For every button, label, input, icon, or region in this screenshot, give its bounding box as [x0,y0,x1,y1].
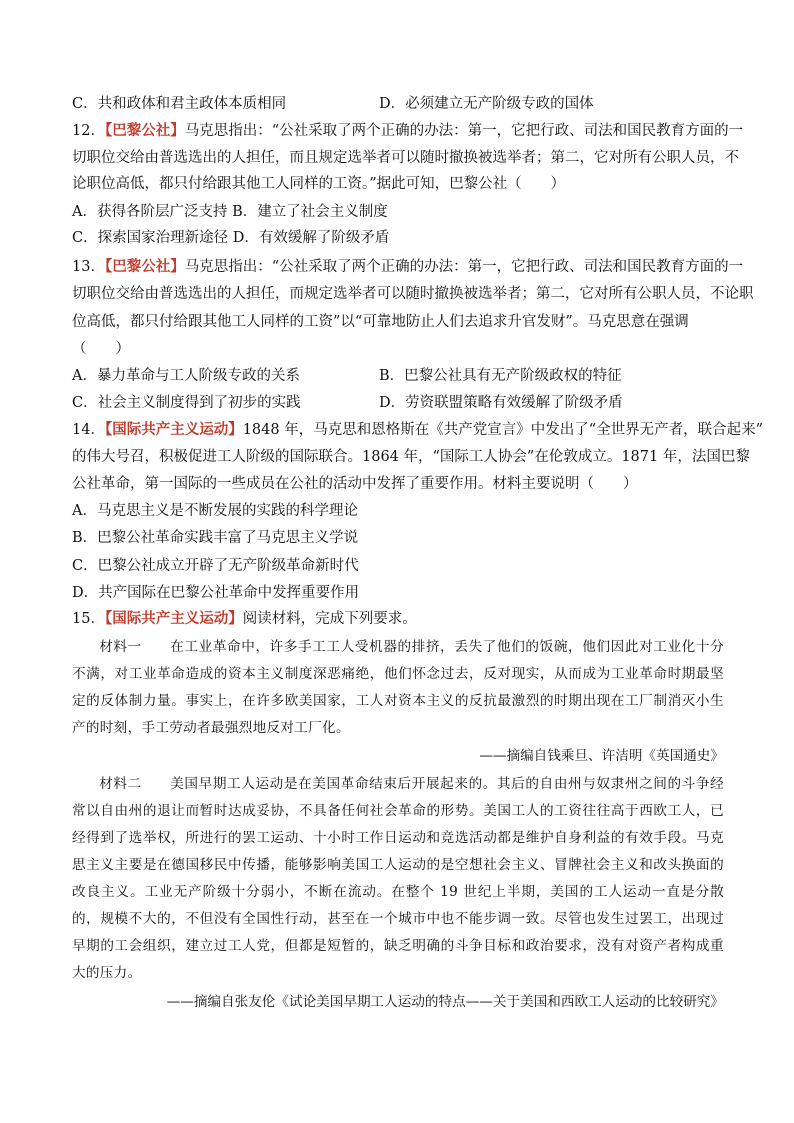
q14-tag: 【国际共产主义运动】 [104,421,243,438]
q15-number: 15． [72,611,105,627]
q11-option-c: C．共和政体和君主政体本质相同 [72,96,287,112]
q14-option-c: C．巴黎公社成立开辟了无产阶级革命新时代 [72,558,359,574]
q13-line3: 位高低，都只付给跟其他工人同样的工资”以“可靠地防止人们去追求升官发财”。马克思意在强调 [72,314,689,330]
q14-option-b: B．巴黎公社革命实践丰富了马克思主义学说 [72,530,359,546]
q13-tag: 【巴黎公社】 [104,258,185,275]
q12-stem-line1 [72,121,743,141]
q13-line4: （ ） [72,341,130,357]
q15-prompt: 阅读材料，完成下列要求。 [242,611,417,627]
q15-source-2: ——摘编自张友伦《试论美国早期工人运动的特点——关于美国和西欧工人运动的比较研究》 [166,994,724,1010]
q12-option-cd: C．探索国家治理新途径 D．有效缓解了阶级矛盾 [72,230,390,246]
q12-line3: 论职位高低，都只付给跟其他工人同样的工资。”据此可知，巴黎公社（ ） [72,176,566,192]
q15-material-1: 材料一 在工业革命中，许多手工工人受机器的排挤，丢失了他们的饭碗，他们因此对工业化十分不满，对工业革命造成的资本主义制度深恶痛绝，他们怀念过去，反对现实，从而成为工业革命时期最坚定的反体制力量。事实上，在许多欧美国家，工人对资本主义的反抗最激烈的时期出现在工厂制消灭小生产的时刻，手工劳动者最强烈地反对工厂化。 [72,639,724,736]
q14-stem-line1 [72,420,763,440]
q13-options-row1 [72,366,622,386]
q15-source-1: ——摘编自钱乘旦、许洁明《英国通史》 [479,748,724,764]
q12-line2: 切职位交给由普选选出的人担任，而且规定选举者可以随时撤换被选举者；第二，它对所有公职人员，不 [72,150,739,166]
q11-options-row [72,94,594,114]
q13-option-b: B．巴黎公社具有无产阶级政权的特征 [379,368,622,384]
q15-tag: 【国际共产主义运动】 [104,610,243,627]
q13-options-row2 [72,393,623,413]
q14-number: 14． [72,422,105,438]
q14-option-d: D．共产国际在巴黎公社革命中发挥重要作用 [72,585,360,601]
q13-number: 13． [72,259,105,275]
q12-option-ab: A．获得各阶层广泛支持 B．建立了社会主义制度 [72,204,388,220]
exam-page [72,0,764,1123]
q13-option-c: C．社会主义制度得到了初步的实践 [72,395,301,411]
q15-stem [72,609,417,629]
q12-line1: 马克思指出：“公社采取了两个正确的办法：第一，它把行政、司法和国民教育方面的一 [184,123,744,139]
q14-line2: 的伟大号召，积极促进工人阶级的国际联合。1864 年，“国际工人协会”在伦敦成立。1871 年，法国巴黎 [72,449,750,465]
q13-stem-line1 [72,257,743,277]
q14-line3: 公社革命，第一国际的一些成员在公社的活动中发挥了重要作用。材料主要说明（ ） [72,476,638,492]
q14-option-a: A．马克思主义是不断发展的实践的科学理论 [72,503,358,519]
q13-option-d: D．劳资联盟策略有效缓解了阶级矛盾 [379,395,623,411]
q14-line1: 1848 年，马克思和恩格斯在《共产党宣言》中发出了“全世界无产者，联合起来” [242,422,764,438]
q11-option-d: D．必须建立无产阶级专政的国体 [379,96,594,112]
q12-number: 12． [72,123,105,139]
q12-tag: 【巴黎公社】 [104,122,185,139]
q15-material-2: 材料二 美国早期工人运动是在美国革命结束后开展起来的。其后的自由州与奴隶州之间的斗争经常以自由州的退让而暂时达成妥协，不具备任何社会革命的形势。美国工人的工资往往高于西欧工人，已经得到了选举权，所进行的罢工运动、十小时工作日运动和竞选活动都是维护自身利益的有效手段。马克思主义主要是在德国移民中传播，能够影响美国工人运动的是空想社会主义、冒牌社会主义和改头换面的改良主义。工业无产阶级十分弱小，不断在流动。在整个 19 世纪上半期，美国的工人运动一直是分散的，规模不大的，不但没有全国性行动，甚至在一个城市中也不能步调一致。尽管也发生过罢工，出现过早期的工会组织，建立过工人党，但都是短暂的，缺乏明确的斗争目标和政治要求，没有对资产者构成重大的压力。 [72,776,724,981]
q13-line1: 马克思指出：“公社采取了两个正确的办法：第一，它把行政、司法和国民教育方面的一 [184,259,744,275]
q13-option-a: A．暴力革命与工人阶级专政的关系 [72,368,300,384]
q13-line2: 切职位交给由普选选出的人担任，而规定选举者可以随时撤换被选举者；第二，它对所有公职人员，不论职 [72,286,754,302]
